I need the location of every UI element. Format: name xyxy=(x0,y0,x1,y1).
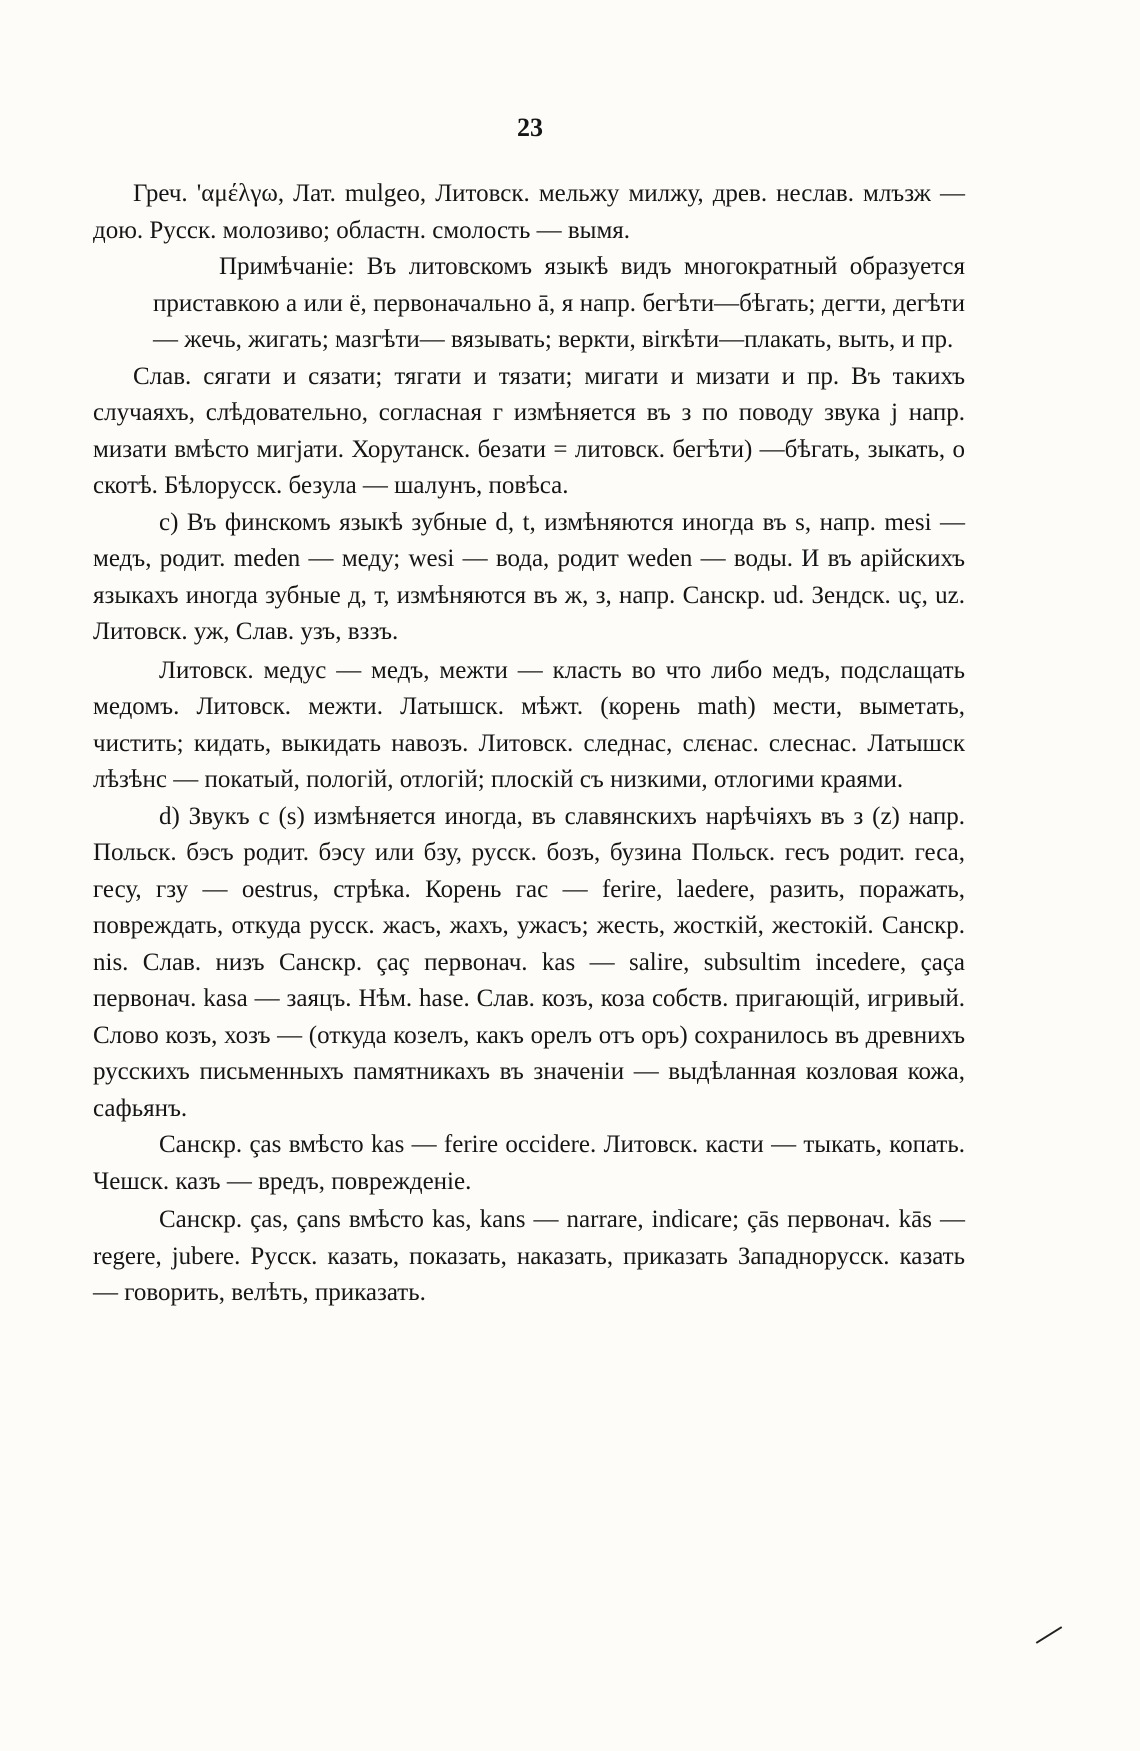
page-number: 23 xyxy=(517,113,543,142)
paragraph-section-c: c) Въ финскомъ языкѣ зубные d, t, измѣняются иногда въ s, напр. mesi — медъ, родит. meden — меду; wesi — вода, родит weden — воды. И въ арійскихъ языкахъ иногда зубные д, т, измѣняются въ ж, з, напр. Санскр. ud. Зендск. uç, uz. Литовск. уж, Слав. узъ, вззъ. xyxy=(93,508,965,645)
paragraph-note: Примѣчаніе: Въ литовскомъ языкѣ видъ многократный образуется приставкою а или ё, первоначально ā, я напр. бегѣти—бѣгать; дегти, дегѣти — жечь, жигать; мазгѣти— вязывать; веркти, вirкѣти—плакать, выть, и пр. xyxy=(153,253,965,353)
paragraph-slavic: Слав. сягати и сязати; тягати и тязати; мигати и мизати и пр. Въ такихъ случаяхъ, слѣдовательно, согласная г измѣняется въ з по поводу звука j напр. мизати вмѣсто мигjати. Хорутанск. безати = литовск. бегѣти) —бѣгать, зыкать, о скотѣ. Бѣлорусск. безула — шалунъ, повѣса. xyxy=(93,362,965,499)
paragraph-sanskrit-cans: Санскр. ças, çans вмѣсто kas, kans — narrare, indicare; çās первонач. kās — regere, jubere. Русск. казать, показать, наказать, приказать Западнорусск. казать — говорить, велѣть, приказать. xyxy=(93,1206,965,1306)
paragraph-lithuanian-honey: Литовск. медус — медъ, межти — класть во что либо медъ, подслащать медомъ. Литовск. межти. Латышск. мѣжт. (корень math) мести, выметать, чистить; кидать, выкидать навозъ. Литовск. следнас, слєнас. слеснас. Латышск лѣзѣнс — покатый, пологій, отлогій; плоскій съ низкими, отлогими краями. xyxy=(93,656,965,793)
page-text xyxy=(93,176,965,1312)
paragraph-sanskrit-cas: Санскр. ças вмѣсто kas — ferire occidere. Литовск. касти — тыкать, копать. Чешск. казъ — вредъ, поврежденіе. xyxy=(93,1131,965,1195)
paragraph-greek-latin: Греч. 'αμέλγω, Лат. mulgeo, Литовск. мельжу милжу, древ. неслав. млъзж —дою. Русск. молозиво; областн. смолость — вымя. xyxy=(93,180,965,244)
paragraph-section-d: d) Звукъ c (s) измѣняется иногда, въ славянскихъ нарѣчіяхъ въ з (z) напр. Польск. бэсъ родит. бэсу или бзу, русск. бозъ, бузина Польск. геcъ родит. геса, гесу, гзу — oestrus, стрѣка. Корень гас — ferire, laedere, разить, поражать, повреждать, откуда русск. жасъ, жахъ, ужасъ; жесть, жосткій, жестокій. Санскр. nis. Слав. низъ Санскр. çaç первонач. kas — salire, subsultim incedere, çaça первонач. kasa — заяцъ. Нѣм. hase. Слав. козъ, коза собств. пригающій, игривый. Слово козъ, хозъ — (откуда козелъ, какъ орелъ отъ оръ) сохранилось въ древнихъ русскихъ письменныхъ памятникахъ въ значеніи — выдѣланная козловая кожа, сафьянъ. xyxy=(93,802,965,1122)
stray-ink-mark xyxy=(1036,1626,1063,1644)
